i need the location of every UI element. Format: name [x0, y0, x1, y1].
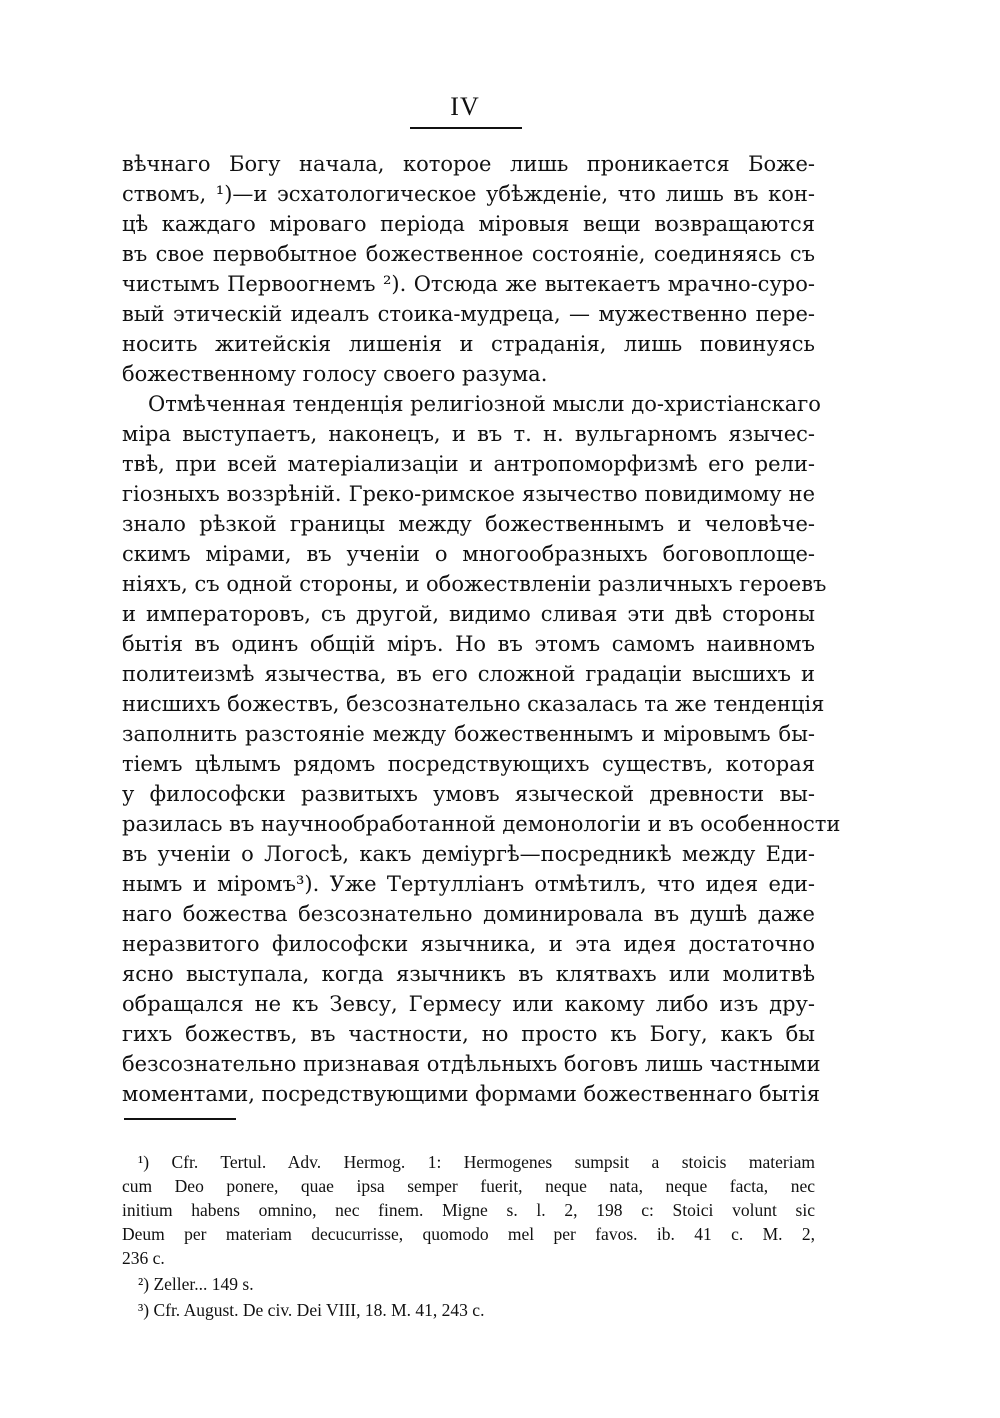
body-line: заполнить разстояніе между божественнымъ и міровымъ бы- [122, 722, 815, 746]
body-line: бытія въ одинъ общій міръ. Но въ этомъ самомъ наивномъ [122, 632, 815, 656]
body-line: тіемъ цѣлымъ рядомъ посредствующихъ существъ, которая [122, 752, 815, 776]
footnote-rule [124, 1118, 236, 1120]
header-rule [410, 127, 522, 129]
body-line: цѣ каждаго міроваго періода міровыя вещи возвращаются [122, 212, 815, 236]
body-line: знало рѣзкой границы между божественнымъ и человѣче- [122, 512, 815, 536]
body-line: у философски развитыхъ умовъ языческой древности вы- [122, 782, 815, 806]
body-line: чистымъ Первоогнемъ ²). Отсюда же вытекаетъ мрачно-суро- [122, 272, 815, 296]
body-line: вѣчнаго Богу начала, которое лишь проникается Боже- [122, 152, 815, 176]
body-line: политеизмѣ язычества, въ его сложной градаціи высшихъ и [122, 662, 815, 686]
footnote-line: cum Deo ponere, quae ipsa semper fuerit, neque nata, neque facta, nec [122, 1176, 815, 1196]
body-line: въ ученіи о Логосѣ, какъ деміургѣ—посредникѣ между Еди- [122, 842, 815, 866]
body-line: наго божества безсознательно доминировала въ душѣ даже [122, 902, 815, 926]
page-number: IV [450, 92, 480, 121]
body-line: моментами, посредствующими формами божественнаго бытія [122, 1082, 820, 1106]
body-line: ніяхъ, съ одной стороны, и обожествленіи различныхъ героевъ [122, 572, 827, 596]
body-line: гихъ божествъ, въ частности, но просто къ Богу, какъ бы [122, 1022, 815, 1046]
body-line: нымъ и міромъ³). Уже Тертулліанъ отмѣтилъ, что идея еди- [122, 872, 815, 896]
body-line: нисшихъ божествъ, безсознательно сказалась та же тенденція [122, 692, 825, 716]
footnote-line: initium habens omnino, nec finem. Migne s. l. 2, 198 c: Stoici volunt sic [122, 1200, 815, 1220]
body-line: божественному голосу своего разума. [122, 362, 548, 386]
body-line: гіозныхъ воззрѣній. Греко-римское язычество повидимому не [122, 482, 815, 506]
footnote-line: ²) Zeller... 149 s. [138, 1274, 254, 1294]
footnote-line: 236 c. [122, 1248, 165, 1268]
footnote-line: ¹) Cfr. Tertul. Adv. Hermog. 1: Hermogenes sumpsit a stoicis materiam [138, 1152, 815, 1172]
body-line: ясно выступала, когда язычникъ въ клятвахъ или молитвѣ [122, 962, 815, 986]
body-line: вый этическій идеалъ стоика-мудреца, — мужественно пере- [122, 302, 815, 326]
body-line: Отмѣченная тенденція религіозной мысли до-христіанскаго [148, 392, 821, 416]
body-line: обращался не къ Зевсу, Гермесу или какому либо изъ дру- [122, 992, 815, 1016]
footnote-line: ³) Cfr. August. De civ. Dei VIII, 18. M. 41, 243 c. [138, 1300, 485, 1320]
body-line: въ свое первобытное божественное состояніе, соединяясь съ [122, 242, 815, 266]
body-line: разилась въ научнообработанной демонологіи и въ особенности [122, 812, 841, 836]
body-line: безсознательно признавая отдѣльныхъ боговъ лишь частными [122, 1052, 821, 1076]
body-line: твѣ, при всей матеріализаціи и антропоморфизмѣ его рели- [122, 452, 815, 476]
body-line: неразвитого философски язычника, и эта идея достаточно [122, 932, 815, 956]
body-line: міра выступаетъ, наконецъ, и въ т. н. вульгарномъ язычес- [122, 422, 815, 446]
footnote-line: Deum per materiam decucurrisse, quomodo mel per favos. ib. 41 c. M. 2, [122, 1224, 815, 1244]
body-line: скимъ мірами, въ ученіи о многообразныхъ боговоплоще- [122, 542, 815, 566]
body-line: ствомъ, ¹)—и эсхатологическое убѣжденіе, что лишь въ кон- [122, 182, 815, 206]
body-line: носить житейскія лишенія и страданія, лишь повинуясь [122, 332, 815, 356]
body-line: и императоровъ, съ другой, видимо сливая эти двѣ стороны [122, 602, 815, 626]
